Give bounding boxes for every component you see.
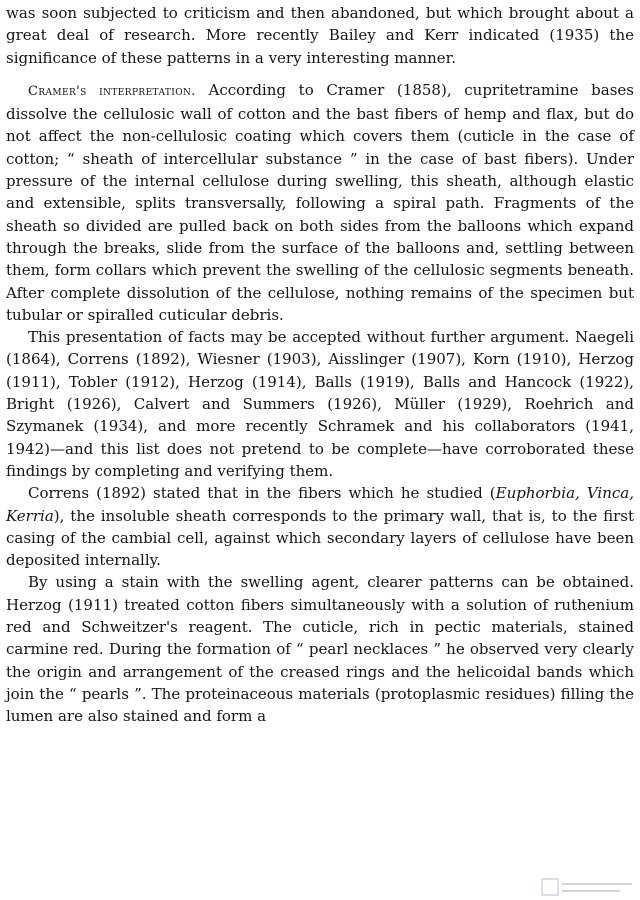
paragraph-4-start: Correns (1892) stated that in the fibers which he studied ( xyxy=(28,484,496,503)
watermark-logo xyxy=(540,876,636,898)
paragraph-4-end: ), the insoluble sheath corresponds to the primary wall, that is, to the first casing of the cambial cell, against which secondary layers of cellulose have been deposited internally. xyxy=(6,506,634,570)
paragraph-5: By using a stain with the swelling agent, clearer patterns can be obtained. Herzog (1911) treated cotton fibers simultaneously with a solution of ruthenium red and Schweitzer's reagent. The cuticle, rich in pectic materials, stained carmine red. During the formation of “ pearl necklaces ” he observed very clearly the origin and arrangement of the creased rings and the helicoidal bands which join the “ pearls ”. The proteinaceous materials (protoplasmic residues) filling the lumen are also stained and form a xyxy=(6,573,634,726)
document-page xyxy=(6,2,634,728)
paragraph-cramer-body: According to Cramer (1858), cupritetramine bases dissolve the cellulosic wall of cotton and the bast fibers of hemp and flax, but do not affect the non-cellulosic coating which covers them (cuticle in the case of cotton; “ sheath of intercellular substance ” in the case of bast fibers). Under pressure of the internal cellulose during swelling, this sheath, although elastic and extensible, splits transversally, following a spiral path. Fragments of the sheath so divided are pulled back on both sides from the balloons which expand through the breaks, slide from the surface of the balloons and, settling between them, form collars which prevent the swelling of the cellulosic segments beneath. After complete dissolution of the cellulose, nothing remains of the specimen but tubular or spiralled cuticular debris. xyxy=(6,80,634,324)
paragraph-4 xyxy=(6,482,634,571)
species-list: Euphorbia, Vinca, Kerria xyxy=(6,484,634,525)
paragraph-1: was soon subjected to criticism and then abandoned, but which brought about a great deal of research. More recently Bailey and Kerr indicated (1935) the significance of these patterns in a very interesting manner. xyxy=(6,4,634,67)
section-heading-cramer: Cramer's interpretation. xyxy=(28,83,196,99)
paragraph-3: This presentation of facts may be accepted without further argument. Naegeli (1864), Correns (1892), Wiesner (1903), Aisslinger (1907), Korn (1910), Herzog (1911), Tobler (1912), Herzog (1914), Balls (1919), Balls and Hancock (1922), Bright (1926), Calvert and Summers (1926), Müller (1929), Roehrich and Szymanek (1934), and more recently Schramek and his collaborators (1941, 1942)—and this list does not pretend to be complete—have corroborated these findings by completing and verifying them. xyxy=(6,328,634,480)
paragraph-cramer xyxy=(6,79,634,326)
